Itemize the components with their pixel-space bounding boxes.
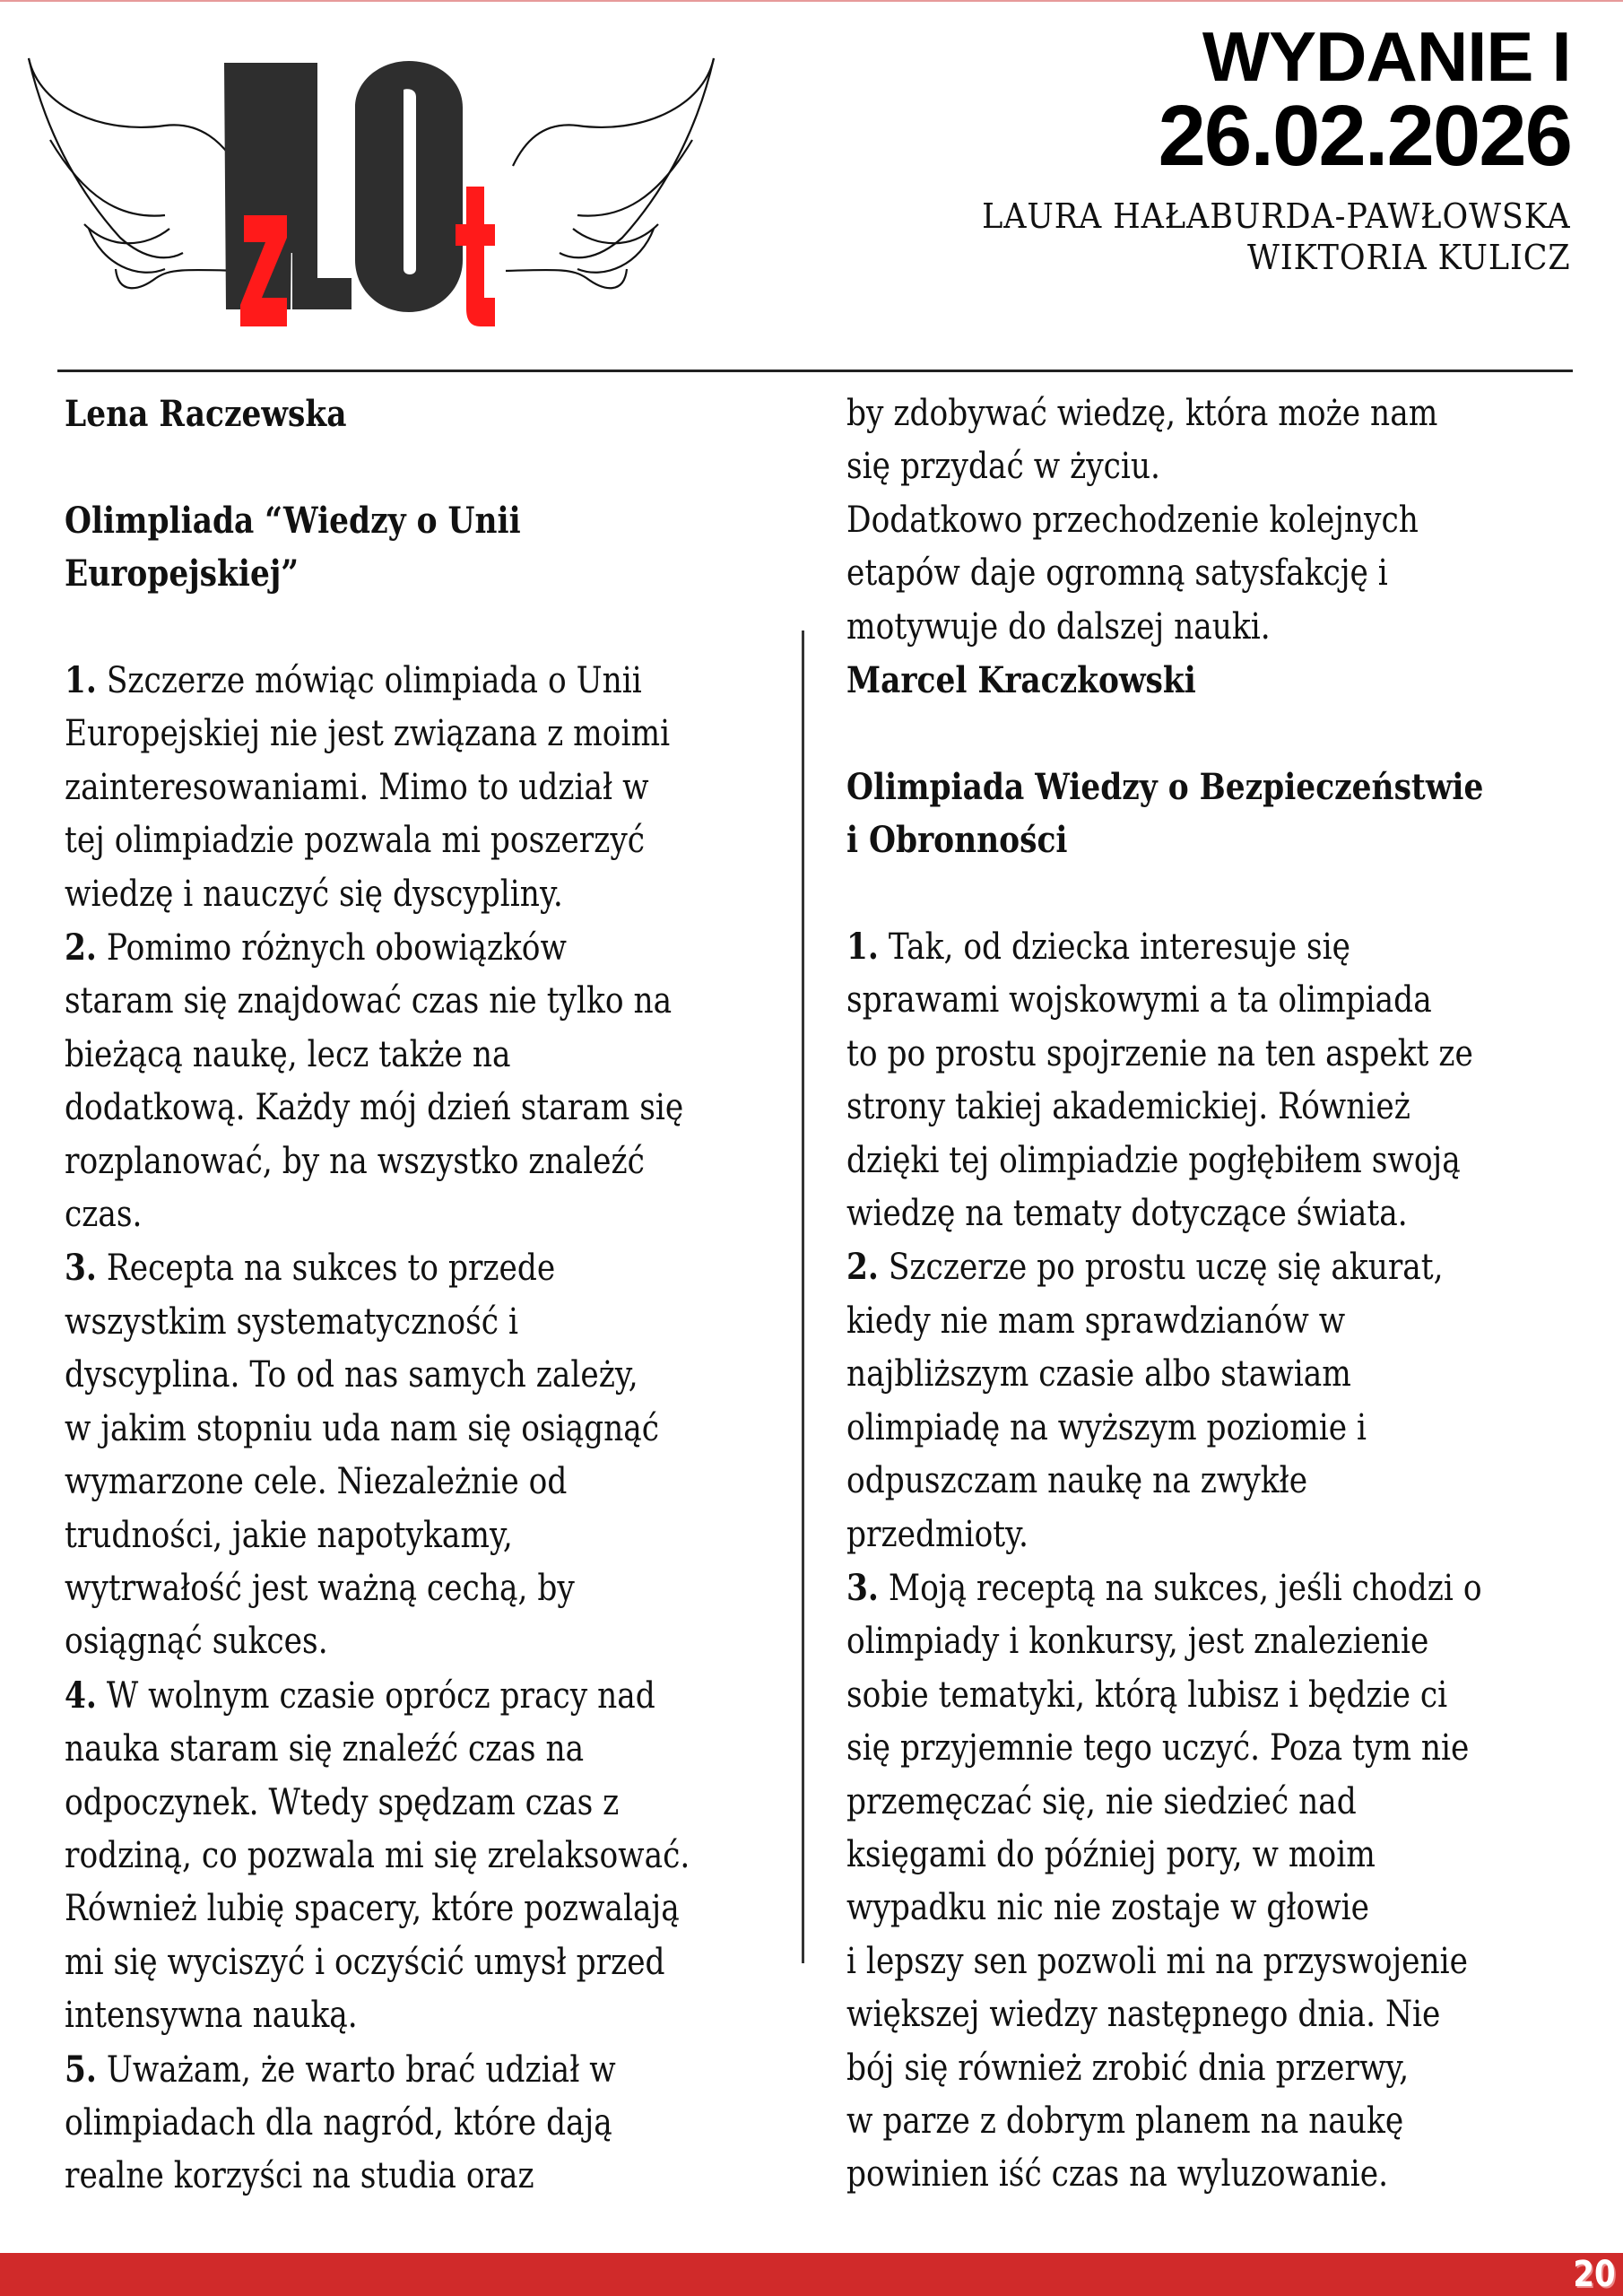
answer-line: 1. Szczerze mówiąc olimpiada o Unii xyxy=(65,659,642,701)
answer-line: realne korzyści na studia oraz xyxy=(65,2155,534,2197)
answer-line: 3. Recepta na sukces to przede xyxy=(65,1247,556,1290)
answer-line: przedmioty. xyxy=(846,1513,1028,1555)
answer-line: odpuszczam naukę na zwykłe xyxy=(846,1460,1308,1502)
answer-line: czas. xyxy=(65,1194,143,1236)
answer-line: strony takiej akademickiej. Również xyxy=(846,1086,1410,1128)
answer-line: 2. Pomimo różnych obowiązków xyxy=(65,926,567,970)
answer-line: przemęczać się, nie siedzieć nad xyxy=(846,1780,1357,1822)
author-name: Lena Raczewska xyxy=(65,393,347,435)
answer-line: 5. Uważam, że warto brać udział w xyxy=(65,2048,616,2091)
answer-line: wiedzę na tematy dotyczące świata. xyxy=(846,1193,1408,1235)
answer-line: olimpiadę na wyższym poziomie i xyxy=(846,1406,1367,1448)
answer-line: staram się znajdować czas nie tylko na xyxy=(65,980,673,1022)
author-name: Marcel Kraczkowski xyxy=(846,659,1196,702)
column-divider xyxy=(802,631,804,1963)
answer-line: najbliższym czasie albo stawiam xyxy=(846,1353,1351,1396)
continuation-line: motywuje do dalszej nauki. xyxy=(846,605,1271,648)
answer-line: to po prostu spojrzenie na ten aspekt ze xyxy=(846,1032,1473,1074)
answer-line: Również lubię spacery, które pozwalają xyxy=(65,1888,680,1930)
vzlot-logo xyxy=(22,54,721,341)
answer-line: dzięki tej olimpiadzie pogłębiłem swoją xyxy=(846,1139,1461,1181)
right-column xyxy=(846,387,1564,2202)
edition-label: WYDANIE I xyxy=(1202,17,1571,96)
answer-line: powinien iść czas na wyluzowanie. xyxy=(846,2153,1389,2196)
answer-line: w jakim stopniu uda nam się osiągnąć xyxy=(65,1407,660,1449)
answer-line: osiągnąć sukces. xyxy=(65,1621,328,1663)
answer-line: rodziną, co pozwala mi się zrelaksować. xyxy=(65,1834,690,1876)
editors-list xyxy=(931,196,1571,278)
answer-line: dyscyplina. To od nas samych zależy, xyxy=(65,1354,638,1396)
answer-line: olimpiady i konkursy, jest znalezienie xyxy=(846,1621,1429,1663)
article-title: Europejskiej” xyxy=(65,552,299,596)
issue-date: 26.02.2026 xyxy=(1158,88,1571,184)
answer-line: księgami do później pory, w moim xyxy=(846,1833,1376,1875)
page-number: 20 xyxy=(1573,2254,1616,2295)
answer-line: dodatkową. Każdy mój dzień staram się xyxy=(65,1087,684,1129)
answer-line: olimpiadach dla nagród, które dają xyxy=(65,2101,612,2144)
answer-line: rozplanować, by na wszystko znaleźć xyxy=(65,1140,645,1182)
answer-line: kiedy nie mam sprawdzianów w xyxy=(846,1300,1346,1342)
answer-line: trudności, jakie napotykamy, xyxy=(65,1514,513,1556)
answer-line: tej olimpiadzie pozwala mi poszerzyć xyxy=(65,820,646,862)
editor-name: LAURA HAŁABURDA-PAWŁOWSKA xyxy=(982,196,1571,236)
winged-logo-icon xyxy=(22,54,721,341)
continuation-line: Dodatkowo przechodzenie kolejnych xyxy=(846,499,1419,541)
answer-line: zainteresowaniami. Mimo to udział w xyxy=(65,766,649,808)
answer-line: wypadku nic nie zostaje w głowie xyxy=(846,1887,1370,1929)
continuation-line: by zdobywać wiedzę, która może nam xyxy=(846,393,1438,434)
answer-line: 3. Moją receptą na sukces, jeśli chodzi o xyxy=(846,1566,1482,1609)
continuation-line: się przydać w życiu. xyxy=(846,446,1161,488)
article-title: i Obronności xyxy=(846,819,1068,862)
answer-line: się przyjemnie tego uczyć. Poza tym nie xyxy=(846,1727,1470,1770)
answer-line: odpoczynek. Wtedy spędzam czas z xyxy=(65,1781,620,1823)
answer-line: wymarzone cele. Niezależnie od xyxy=(65,1461,568,1503)
answer-line: bój się również zrobić dnia przerwy, xyxy=(846,2047,1410,2089)
answer-line: wszystkim systematyczność i xyxy=(65,1300,518,1343)
editor-name: WIKTORIA KULICZ xyxy=(1247,238,1571,277)
page-footer-bar xyxy=(0,2253,1623,2296)
answer-line: Europejskiej nie jest związana z moimi xyxy=(65,713,671,755)
header-divider xyxy=(57,370,1573,372)
answer-line: 2. Szczerze po prostu uczę się akurat, xyxy=(846,1246,1444,1289)
answer-line: bieżącą naukę, lecz także na xyxy=(65,1033,511,1075)
answer-line: mi się wyciszyć i oczyścić umysł przed xyxy=(65,1941,665,1983)
answer-line: wytrwałość jest ważną cechą, by xyxy=(65,1567,575,1609)
article-title: Olimpliada “Wiedzy o Unii xyxy=(65,499,521,542)
masthead xyxy=(931,17,1571,278)
answer-line: sobie tematyki, którą lubisz i będzie ci xyxy=(846,1674,1448,1716)
answer-line: większej wiedzy następnego dnia. Nie xyxy=(846,1994,1441,2036)
answer-line: w parze z dobrym planem na naukę xyxy=(846,2100,1404,2142)
left-column xyxy=(65,387,782,2204)
article-title: Olimpiada Wiedzy o Bezpieczeństwie xyxy=(846,765,1484,808)
answer-line: i lepszy sen pozwoli mi na przyswojenie xyxy=(846,1940,1469,1982)
continuation-line: etapów daje ogromną satysfakcję i xyxy=(846,552,1388,595)
answer-line: 1. Tak, od dziecka interesuje się xyxy=(846,926,1350,969)
top-border-line xyxy=(0,0,1623,2)
answer-line: sprawami wojskowymi a ta olimpiada xyxy=(846,979,1432,1022)
answer-line: nauka staram się znaleźć czas na xyxy=(65,1728,585,1770)
answer-line: intensywna nauką. xyxy=(65,1995,358,2037)
answer-line: wiedzę i nauczyć się dyscypliny. xyxy=(65,873,563,915)
answer-line: 4. W wolnym czasie oprócz pracy nad xyxy=(65,1674,655,1717)
